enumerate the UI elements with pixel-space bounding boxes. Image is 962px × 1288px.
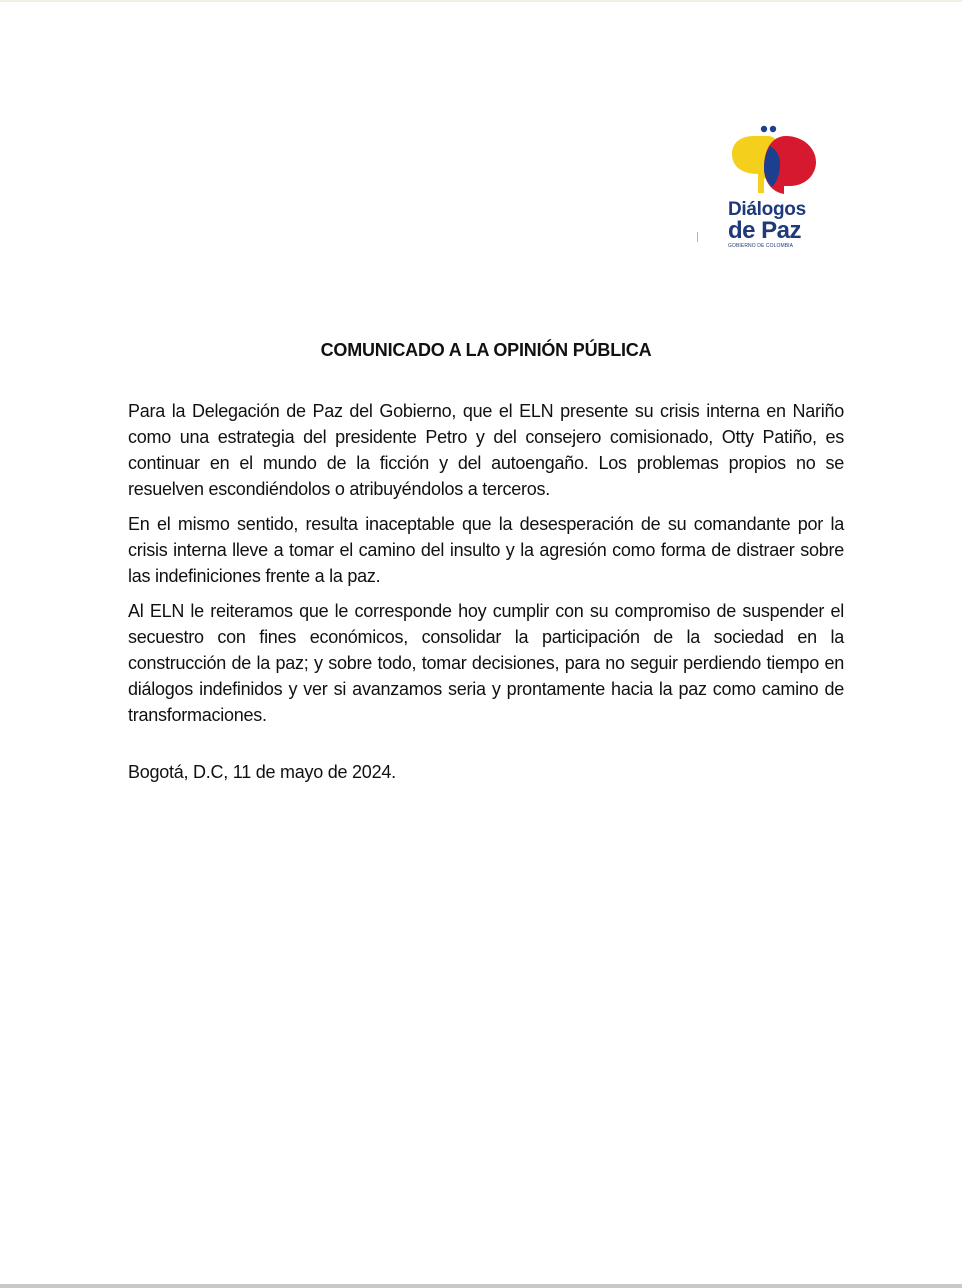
logo-line-1: Diálogos xyxy=(728,199,806,220)
date-line: Bogotá, D.C, 11 de mayo de 2024. xyxy=(128,762,396,782)
page-bottom-edge xyxy=(0,1284,962,1288)
document-title: COMUNICADO A LA OPINIÓN PÚBLICA xyxy=(320,340,652,360)
logo-wordmark xyxy=(728,200,806,243)
logo-subtitle: GOBIERNO DE COLOMBIA xyxy=(728,243,794,249)
document-body xyxy=(128,398,844,737)
logo-line-2: de Paz xyxy=(728,217,802,244)
paragraph-3: Al ELN le reiteramos que le corresponde hoy cumplir con su compromiso de suspender el secuestro con fines económicos, consolidar la participación de la sociedad en la construcción de la paz; y sobre todo, tomar decisiones, para no seguir perdiendo tiempo en diálogos indefinidos y ver si avanzamos seria y prontamente hacia la paz como camino de transformaciones. xyxy=(128,601,844,725)
logo-mark-icon xyxy=(726,124,820,196)
paragraph-1: Para la Delegación de Paz del Gobierno, que el ELN presente su crisis interna en Nariño como una estrategia del presidente Petro y del consejero comisionado, Otty Patiño, es continuar en el mundo de la ficción y del autoengaño. Los problemas propios no se resuelven escondiéndolos o atribuyéndolos a terceros. xyxy=(128,401,844,499)
paragraph-2: En el mismo sentido, resulta inaceptable que la desesperación de su comandante por la crisis interna lleve a tomar el camino del insulto y la agresión como forma de distraer sobre las indefiniciones frente a la paz. xyxy=(128,514,844,586)
logo-divider xyxy=(697,232,698,242)
dialogos-de-paz-logo xyxy=(696,124,826,254)
